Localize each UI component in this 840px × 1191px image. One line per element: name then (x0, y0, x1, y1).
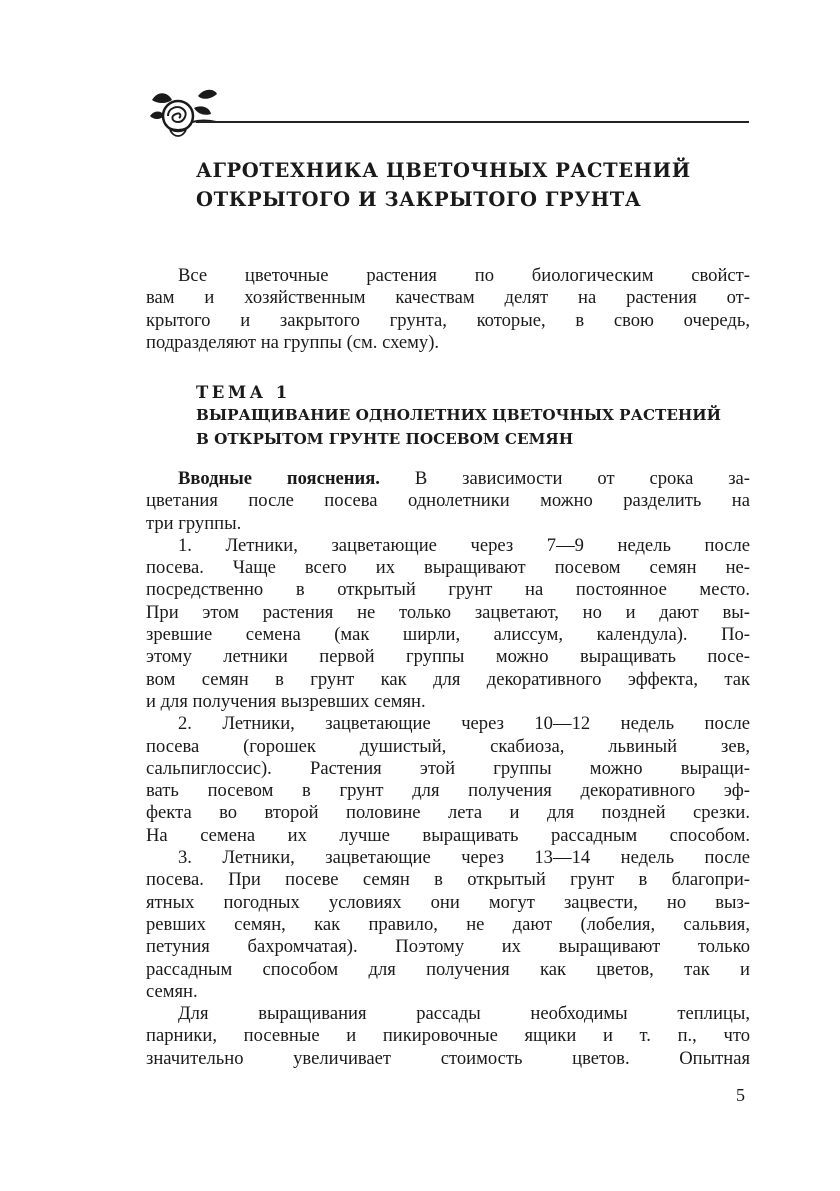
body-line: парники, посевные и пикировочные ящики и т. п., что (146, 1025, 750, 1047)
body-line: посева. Чаще всего их выращивают посевом семян не- (146, 557, 750, 579)
body-line: 2. Летники, зацветающие через 10—12 недель после (178, 713, 750, 735)
intro-line: крытого и закрытого грунта, которые, в свою очередь, (146, 309, 750, 331)
intro-line: вам и хозяйственным качествам делят на растения от- (146, 287, 750, 309)
body-line: ятных погодных условиях они могут зацвести, но выз- (146, 891, 750, 913)
body-line: вом семян в грунт как для декоративного эффекта, так (146, 668, 750, 690)
chapter-title-line-1: АГРОТЕХНИКА ЦВЕТОЧНЫХ РАСТЕНИЙ (196, 159, 691, 182)
topic-title-line-2: В ОТКРЫТОМ ГРУНТЕ ПОСЕВОМ СЕМЯН (196, 430, 574, 448)
body-line: 1. Летники, зацветающие через 7—9 недель после (178, 534, 750, 556)
chapter-title (196, 156, 756, 214)
body-line: семян. (146, 980, 198, 1002)
body-line: При этом растения не только зацветают, но и дают вы- (146, 601, 750, 623)
body-line: петуния бахромчатая). Поэтому их выращивают только (146, 936, 750, 958)
lead-rest: В зависимости от срока за- (414, 468, 750, 489)
body-line: фекта во второй половине лета и для поздней срезки. (146, 802, 750, 824)
body-line: посредственно в открытый грунт на постоянное место. (146, 579, 750, 601)
topic-title-line-1: ВЫРАЩИВАНИЕ ОДНОЛЕТНИХ ЦВЕТОЧНЫХ РАСТЕНИЙ (196, 406, 721, 424)
body-line: зревшие семена (мак ширли, алиссум, календула). По- (146, 624, 750, 646)
page-number: 5 (736, 1085, 745, 1105)
intro-paragraph (146, 265, 750, 354)
header-rule (196, 121, 749, 123)
body-line: На семена их лучше выращивать рассадным способом. (146, 824, 750, 846)
body-line: три группы. (146, 512, 242, 534)
body-line (146, 468, 750, 490)
body-line: рассадным способом для получения как цветов, так и (146, 958, 750, 980)
rose-icon (148, 86, 218, 142)
intro-line: подразделяют на группы (см. схему). (146, 331, 440, 353)
body-line: значительно увеличивает стоимость цветов. Опытная (146, 1047, 750, 1069)
body-line: ревших семян, как правило, не дают (лобелия, сальвия, (146, 913, 750, 935)
body-line: и для получения вызревших семян. (146, 690, 426, 712)
body-line: сальпиглоссис). Растения этой группы можно выращи- (146, 757, 750, 779)
lead-phrase: Вводные пояснения. (178, 468, 380, 489)
body-line: вать посевом в грунт для получения декоративного эф- (146, 780, 750, 802)
body-line: посева. При посеве семян в открытый грунт в благопри- (146, 869, 750, 891)
body-line: 3. Летники, зацветающие через 13—14 недель после (178, 847, 750, 869)
main-text (146, 468, 750, 1070)
body-line: посева (горошек душистый, скабиоза, львиный зев, (146, 735, 750, 757)
body-line: Для выращивания рассады необходимы теплицы, (178, 1003, 750, 1025)
body-line: цветания после посева однолетники можно разделить на (146, 490, 750, 512)
intro-line: Все цветочные растения по биологическим свойст- (178, 265, 750, 286)
chapter-title-line-2: ОТКРЫТОГО И ЗАКРЫТОГО ГРУНТА (196, 188, 642, 211)
body-line: этому летники первой группы можно выращивать посе- (146, 646, 750, 668)
topic-label: ТЕМА 1 (196, 383, 291, 402)
topic-title (196, 403, 756, 451)
